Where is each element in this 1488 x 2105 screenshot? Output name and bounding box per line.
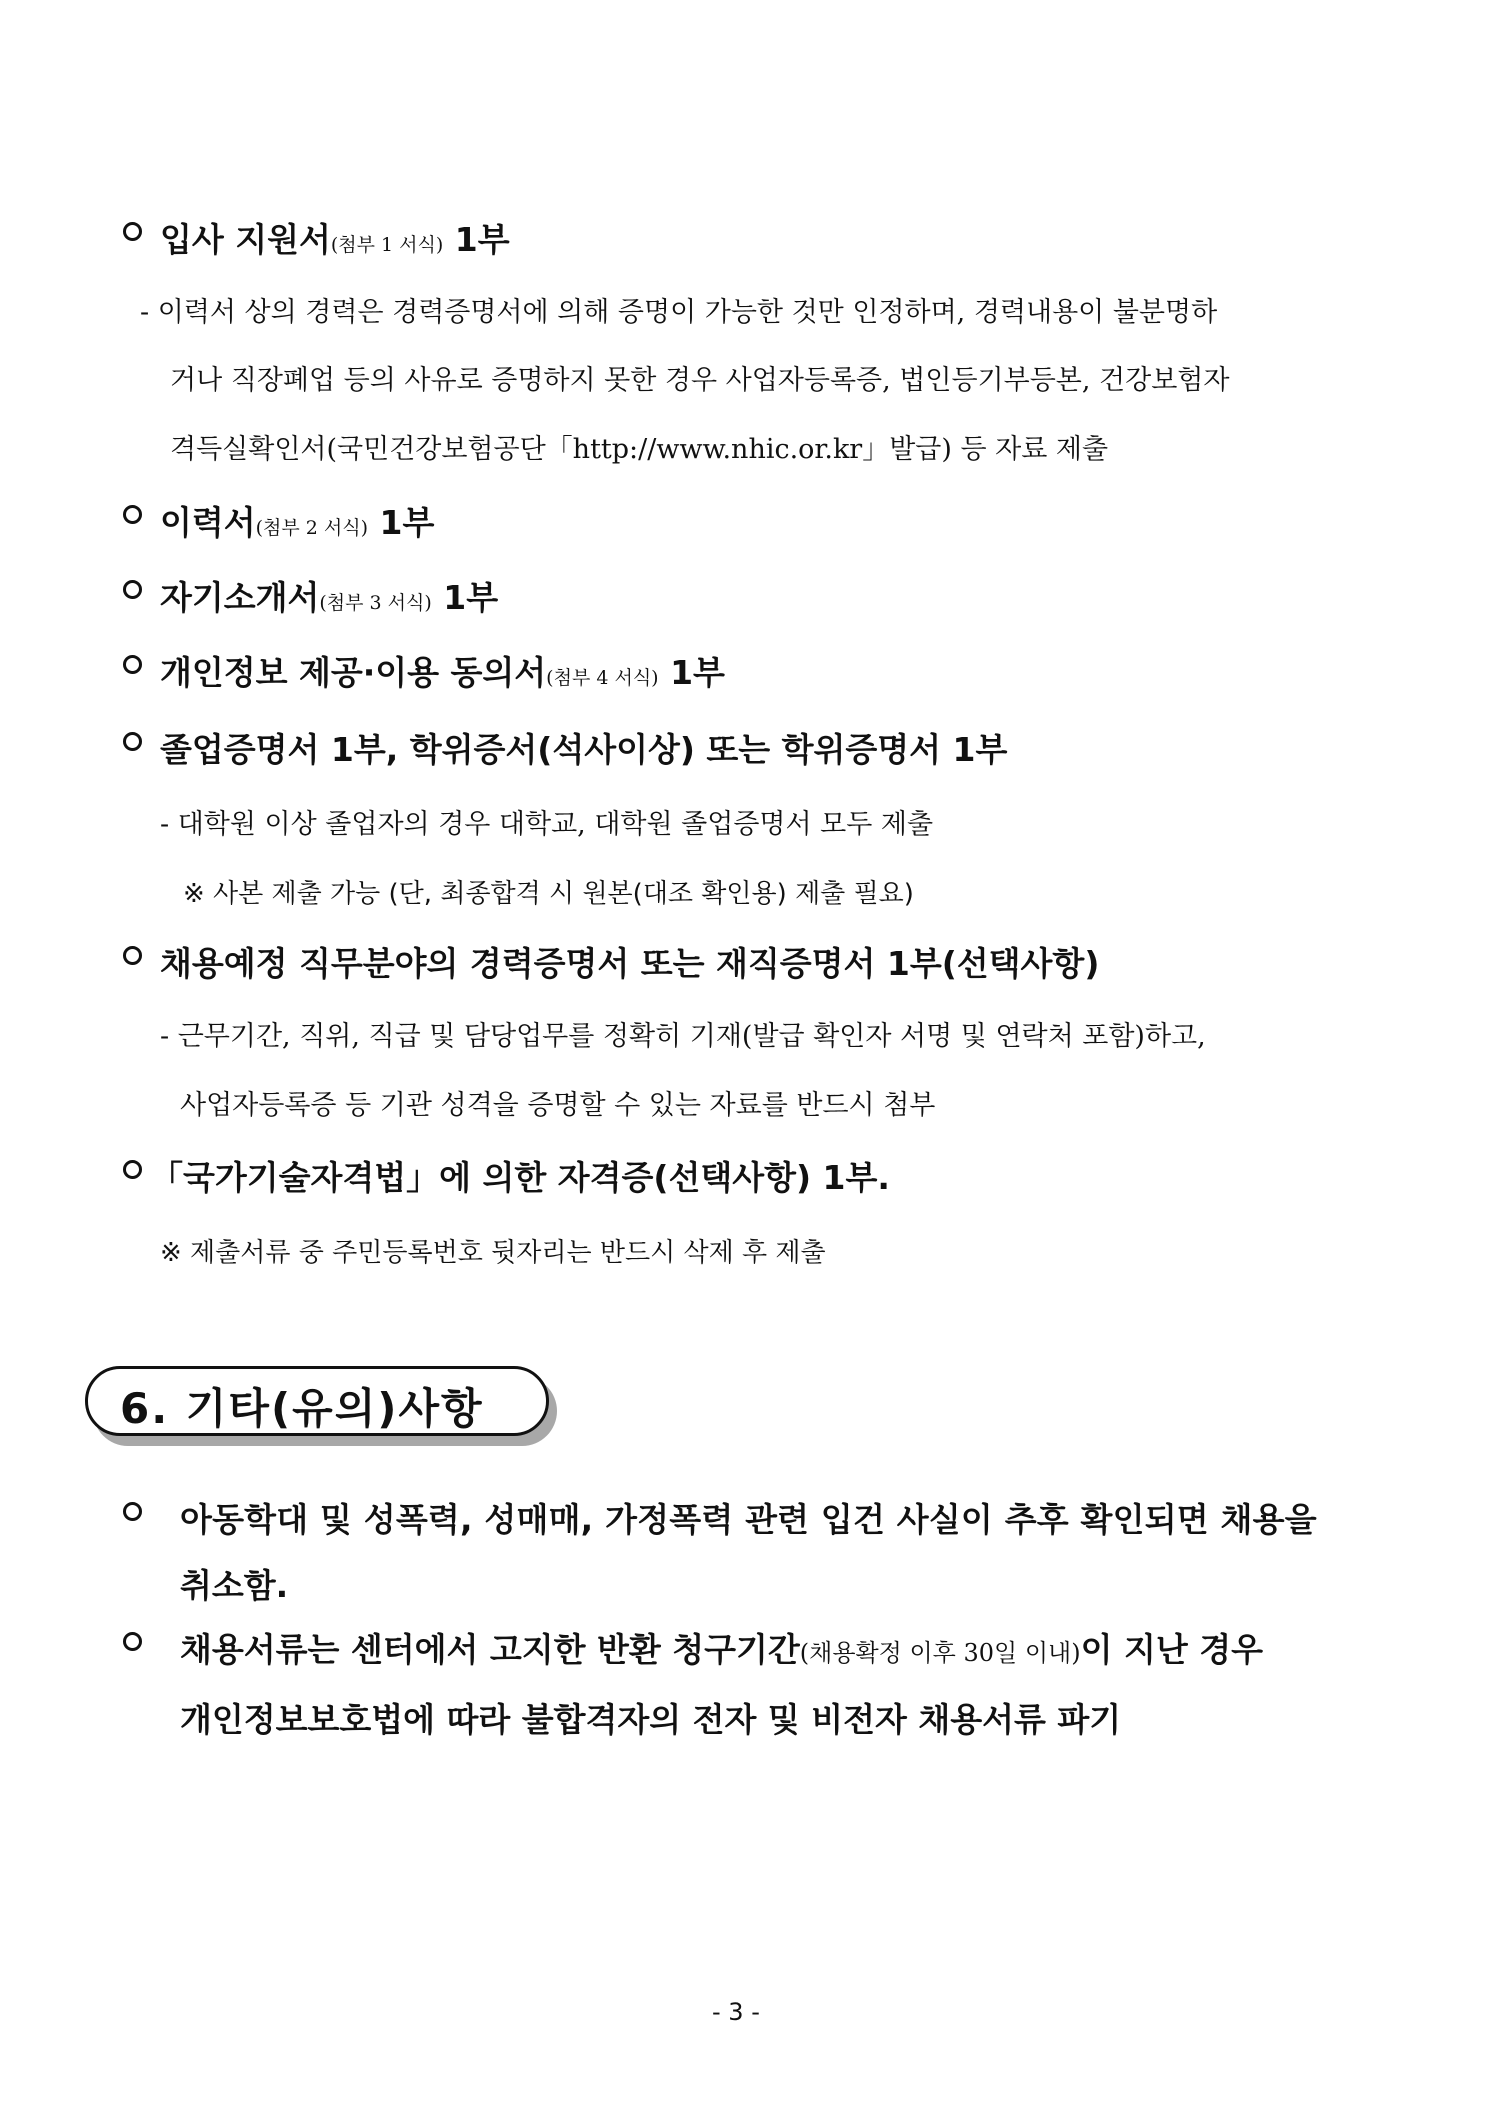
item-application-form xyxy=(160,214,510,261)
circle-bullet-icon xyxy=(123,1502,142,1521)
item-graduation-certificate: 졸업증명서 1부, 학위증서(석사이상) 또는 학위증명서 1부 xyxy=(160,730,1008,769)
circle-bullet-icon xyxy=(123,946,142,965)
detail-line: 격득실확인서(국민건강보험공단「http://www.nhic.or.kr」발급) 등 자료 제출 xyxy=(170,434,1109,465)
item-self-introduction xyxy=(160,572,498,619)
item-count: 1부 xyxy=(658,653,725,692)
attachment-note: (첨부 4 서식) xyxy=(546,667,659,689)
detail-line: - 이력서 상의 경력은 경력증명서에 의해 증명이 가능한 것만 인정하며, 경력내용이 불분명하 xyxy=(140,297,1218,328)
notice-text: 이 지난 경우 xyxy=(1080,1630,1263,1669)
note-line: ※ 사본 제출 가능 (단, 최종합격 시 원본(대조 확인용) 제출 필요) xyxy=(183,879,914,909)
item-resume xyxy=(160,497,434,544)
note-line: ※ 제출서류 중 주민등록번호 뒷자리는 반드시 삭제 후 제출 xyxy=(160,1238,826,1268)
item-count: 1부 xyxy=(443,220,510,259)
circle-bullet-icon xyxy=(123,1160,142,1179)
detail-line: - 근무기간, 직위, 직급 및 담당업무를 정확히 기재(발급 확인자 서명 및 연락처 포함)하고, xyxy=(160,1021,1206,1052)
attachment-note: (첨부 3 서식) xyxy=(319,592,432,614)
attachment-note: (첨부 2 서식) xyxy=(255,517,369,539)
circle-bullet-icon xyxy=(123,505,142,524)
attachment-note: (첨부 1 서식) xyxy=(330,234,444,256)
page-number: - 3 - xyxy=(712,1998,760,2026)
circle-bullet-icon xyxy=(123,655,142,674)
circle-bullet-icon xyxy=(123,732,142,751)
section-title: 6. 기타(유의)사항 xyxy=(120,1384,484,1433)
item-label: 자기소개서 xyxy=(160,578,320,617)
circle-bullet-icon xyxy=(123,1632,142,1651)
circle-bullet-icon xyxy=(123,580,142,599)
item-label: 개인정보 제공·이용 동의서 xyxy=(160,653,547,692)
item-career-certificate: 채용예정 직무분야의 경력증명서 또는 재직증명서 1부(선택사항) xyxy=(160,944,1100,983)
item-count: 1부 xyxy=(431,578,499,617)
item-count: 1부 xyxy=(368,503,435,542)
detail-line: 사업자등록증 등 기관 성격을 증명할 수 있는 자료를 반드시 첨부 xyxy=(180,1090,936,1121)
notice-text: 채용서류는 센터에서 고지한 반환 청구기간 xyxy=(180,1630,800,1669)
item-national-license: 「국가기술자격법」에 의한 자격증(선택사항) 1부. xyxy=(150,1158,890,1197)
notice-line: 아동학대 및 성폭력, 성매매, 가정폭력 관련 입건 사실이 추후 확인되면 채용을 xyxy=(180,1500,1317,1539)
circle-bullet-icon xyxy=(123,222,142,241)
detail-line: 거나 직장폐업 등의 사유로 증명하지 못한 경우 사업자등록증, 법인등기부등본, 건강보험자 xyxy=(170,365,1230,396)
notice-line xyxy=(180,1624,1263,1671)
notice-line: 취소함. xyxy=(180,1566,289,1605)
notice-paren: (채용확정 이후 30일 이내) xyxy=(799,1639,1081,1667)
item-label: 이력서 xyxy=(160,503,256,542)
item-privacy-consent xyxy=(160,647,725,694)
notice-line: 개인정보보호법에 따라 불합격자의 전자 및 비전자 채용서류 파기 xyxy=(180,1700,1122,1739)
item-label: 입사 지원서 xyxy=(160,220,331,259)
detail-line: - 대학원 이상 졸업자의 경우 대학교, 대학원 졸업증명서 모두 제출 xyxy=(160,809,934,840)
